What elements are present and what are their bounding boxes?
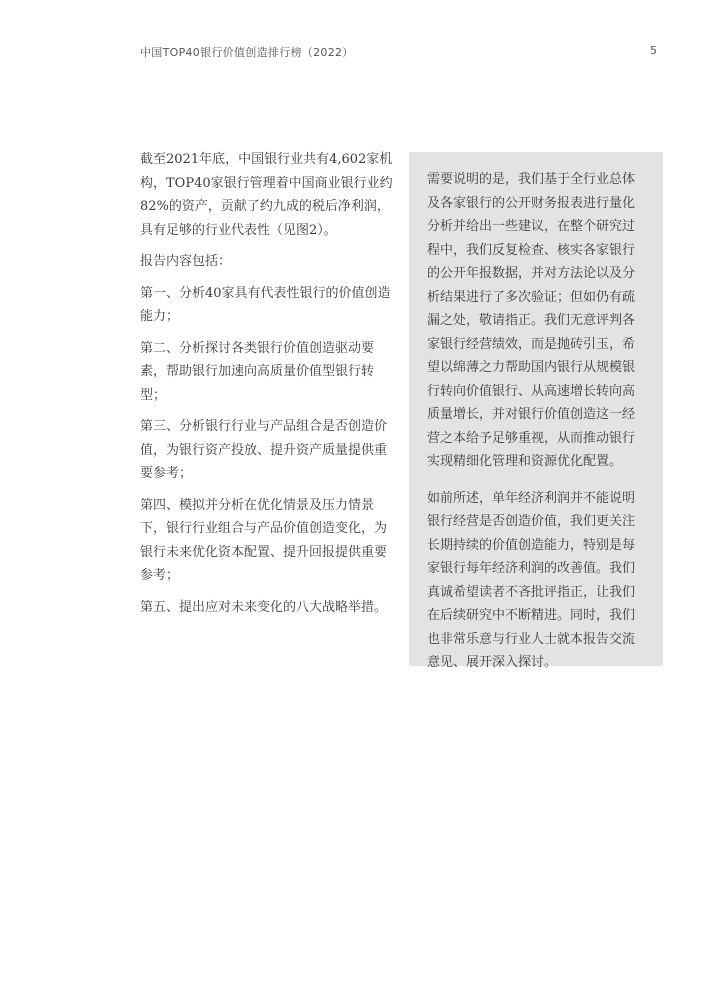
intro-paragraph: 截至2021年底，中国银行业共有4,602家机构，TOP40家银行管理着中国商业银行业约82%的资产，贡献了约九成的税后净利润，具有足够的行业代表性（见图2）。 — [140, 152, 393, 238]
main-text-column — [140, 148, 398, 627]
sidebar-paragraph-2: 如前所述，单年经济利润并不能说明银行经营是否创造价值，我们更关注长期持续的价值创造能力，特别是每家银行每年经济利润的改善值。我们真诚希望读者不吝批评指正，让我们在后续研究中不断精进。同时，我们也非常乐意与行业人士就本报告交流意见、展开深入探讨。 — [427, 490, 636, 670]
contents-heading: 报告内容包括： — [140, 254, 232, 269]
contents-item-3: 第三、分析银行行业与产品组合是否创造价值，为银行资产投放、提升资产质量提供重要参考； — [140, 419, 388, 481]
page-number: 5 — [650, 44, 657, 57]
sidebar-paragraph-1: 需要说明的是，我们基于全行业总体及各家银行的公开财务报表进行量化分析并给出一些建议，在整个研究过程中，我们反复检查、核实各家银行的公开年报数据，并对方法论以及分析结果进行了多次验证；但如仍有疏漏之处，敬请指正。我们无意评判各家银行经营绩效，而是抛砖引玉，希望以绵薄之力帮助国内银行从规模银行转向价值银行、从高速增长转向高质量增长，并对银行价值创造这一经营之本给予足够重视，从而推动银行实现精细化管理和资源优化配置。 — [427, 172, 636, 469]
running-header-title: 中国TOP40银行价值创造排行榜（2022） — [140, 46, 354, 59]
contents-item-5: 第五、提出应对未来变化的八大战略举措。 — [140, 599, 388, 615]
note-sidebar — [409, 152, 663, 670]
contents-item-4: 第四、模拟并分析在优化情景及压力情景下，银行行业组合与产品价值创造变化，为银行未来优化资本配置、提升回报提供重要参考； — [140, 497, 388, 583]
contents-item-2: 第二、分析探讨各类银行价值创造驱动要素，帮助银行加速向高质量价值型银行转型； — [140, 340, 375, 403]
contents-item-1: 第一、分析40家具有代表性银行的价值创造能力； — [140, 285, 391, 324]
